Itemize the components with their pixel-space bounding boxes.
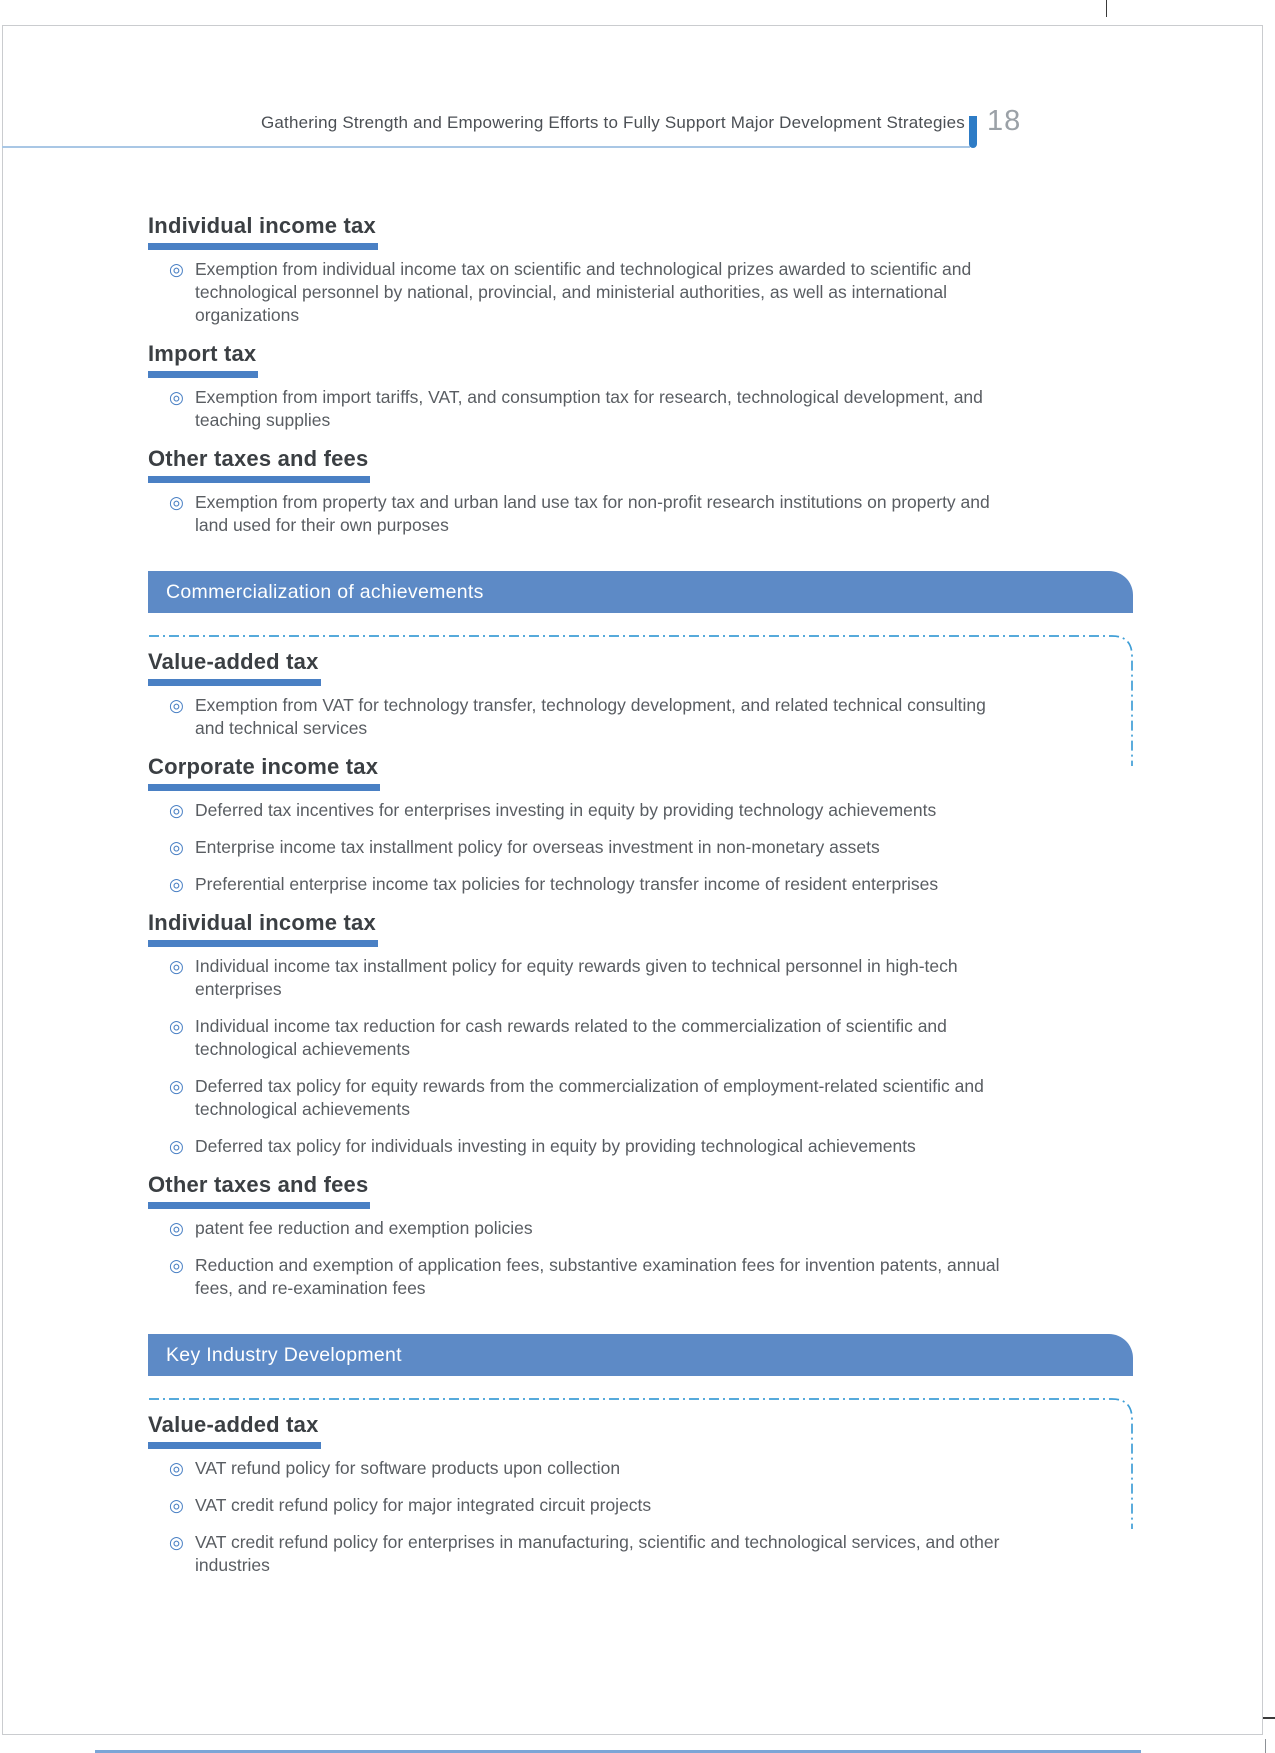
- policy-item: [148, 836, 1020, 859]
- subsection-heading: [148, 213, 1020, 250]
- policy-item: [148, 1217, 1020, 1240]
- bullet-icon: ◎: [169, 1256, 184, 1275]
- policy-item-text: Exemption from import tariffs, VAT, and consumption tax for research, technological development, and teaching supplies: [195, 387, 983, 430]
- policy-item-text: VAT credit refund policy for enterprises in manufacturing, scientific and technological services, and other industries: [195, 1532, 1000, 1575]
- policy-item: [148, 955, 1020, 1001]
- subsection-heading-label: Import tax: [148, 341, 258, 378]
- policy-item: [148, 1457, 1020, 1480]
- policy-item-text: Individual income tax reduction for cash rewards related to the commercialization of scientific and technological achievements: [195, 1016, 947, 1059]
- policy-item-text: Enterprise income tax installment policy for overseas investment in non-monetary assets: [195, 837, 880, 857]
- bullet-icon: ◎: [169, 1077, 184, 1096]
- subsection-heading: [148, 341, 1020, 378]
- subsection-heading-label: Value-added tax: [148, 1412, 321, 1449]
- policy-item-text: patent fee reduction and exemption policies: [195, 1218, 533, 1238]
- content-area: [148, 201, 1020, 1591]
- subsection-heading-label: Corporate income tax: [148, 754, 380, 791]
- policy-item-text: Exemption from VAT for technology transfer, technology development, and related technical consulting and technical services: [195, 695, 986, 738]
- policy-item: [148, 491, 1020, 537]
- policy-item: [148, 1531, 1020, 1577]
- bullet-icon: ◎: [169, 696, 184, 715]
- policy-item-text: Deferred tax policy for individuals investing in equity by providing technological achievements: [195, 1136, 916, 1156]
- bullet-icon: ◎: [169, 1017, 184, 1036]
- policy-item: [148, 386, 1020, 432]
- crop-mark-bottom-right-vertical: [1265, 1739, 1266, 1753]
- policy-item: [148, 799, 1020, 822]
- policy-item-text: Preferential enterprise income tax policies for technology transfer income of resident enterprises: [195, 874, 939, 894]
- bullet-icon: ◎: [169, 1219, 184, 1238]
- subsection-heading-label: Individual income tax: [148, 213, 378, 250]
- bullet-icon: ◎: [169, 1533, 184, 1552]
- policy-item: [148, 1135, 1020, 1158]
- policy-item: [148, 1494, 1020, 1517]
- subsection-heading: [148, 649, 1020, 686]
- policy-item-text: VAT refund policy for software products upon collection: [195, 1458, 621, 1478]
- policy-item-text: VAT credit refund policy for major integrated circuit projects: [195, 1495, 652, 1515]
- bullet-icon: ◎: [169, 875, 184, 894]
- page-number: 18: [987, 105, 1022, 137]
- policy-item: [148, 258, 1020, 327]
- bullet-icon: ◎: [169, 957, 184, 976]
- subsection-heading-label: Value-added tax: [148, 649, 321, 686]
- subsection-heading: [148, 754, 1020, 791]
- policy-item-text: Exemption from property tax and urban land use tax for non-profit research institutions on property and land used for their own purposes: [195, 492, 990, 535]
- subsection-heading: [148, 446, 1020, 483]
- policy-item-text: Exemption from individual income tax on scientific and technological prizes awarded to scientific and technological personnel by national, provincial, and ministerial authorities, as well as international organizations: [195, 259, 972, 325]
- section-banner: [148, 571, 1133, 613]
- policy-item-text: Deferred tax incentives for enterprises investing in equity by providing technology achievements: [195, 800, 937, 820]
- subsection-heading-label: Other taxes and fees: [148, 446, 370, 483]
- bullet-icon: ◎: [169, 260, 184, 279]
- subsection-heading-label: Other taxes and fees: [148, 1172, 370, 1209]
- bullet-icon: ◎: [169, 838, 184, 857]
- crop-mark-top-right: [1106, 0, 1107, 17]
- crop-mark-bottom-right-horizontal: [1262, 1717, 1275, 1719]
- policy-item: [148, 1254, 1020, 1300]
- policy-item: [148, 1075, 1020, 1121]
- policy-item: [148, 694, 1020, 740]
- bullet-icon: ◎: [169, 388, 184, 407]
- section-banner: [148, 1334, 1133, 1376]
- bullet-icon: ◎: [169, 1137, 184, 1156]
- policy-item-text: Deferred tax policy for equity rewards from the commercialization of employment-related scientific and technological achievements: [195, 1076, 984, 1119]
- policy-item-text: Individual income tax installment policy for equity rewards given to technical personnel in high-tech enterprises: [195, 956, 958, 999]
- policy-item-text: Reduction and exemption of application fees, substantive examination fees for invention patents, annual fees, and re-examination fees: [195, 1255, 1000, 1298]
- subsection-heading: [148, 1172, 1020, 1209]
- bullet-icon: ◎: [169, 1459, 184, 1478]
- subsection-heading: [148, 1412, 1020, 1449]
- bullet-icon: ◎: [169, 1496, 184, 1515]
- policy-item: [148, 1015, 1020, 1061]
- policy-item: [148, 873, 1020, 896]
- header-accent-bar: [969, 116, 977, 148]
- section-banner-title: Key Industry Development: [166, 1344, 402, 1366]
- section-banner-title: Commercialization of achievements: [166, 581, 484, 603]
- bullet-icon: ◎: [169, 493, 184, 512]
- running-head-title: Gathering Strength and Empowering Efforts to Fully Support Major Development Strategies: [260, 113, 965, 132]
- subsection-heading: [148, 910, 1020, 947]
- bullet-icon: ◎: [169, 801, 184, 820]
- header-rule: [2, 146, 970, 148]
- subsection-heading-label: Individual income tax: [148, 910, 378, 947]
